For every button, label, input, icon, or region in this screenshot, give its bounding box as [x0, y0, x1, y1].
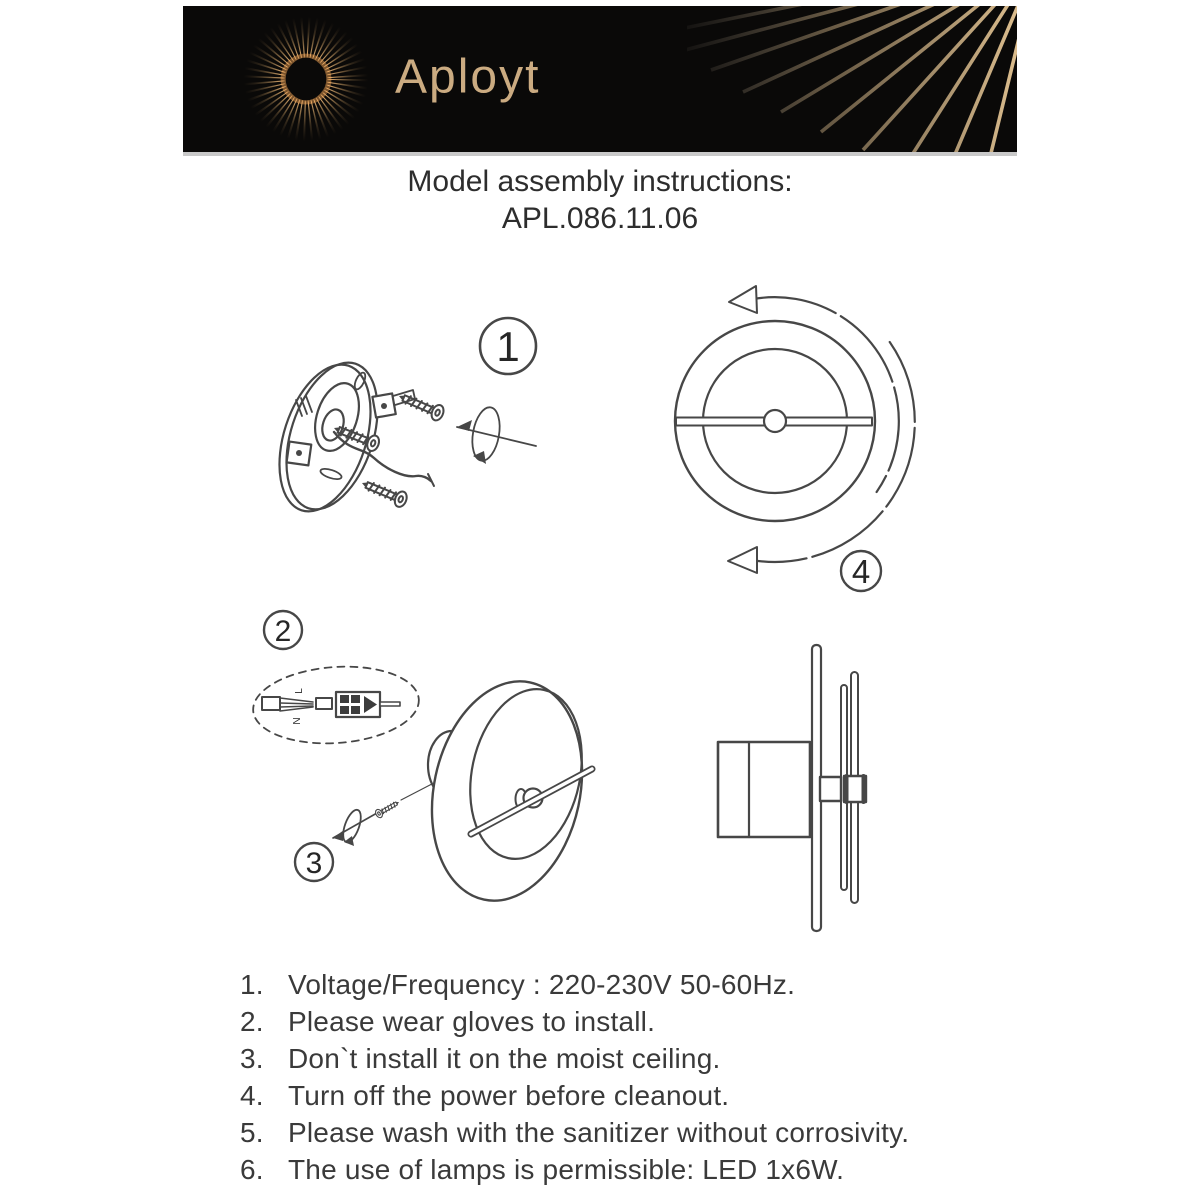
rays-decoration-icon [687, 6, 1017, 152]
instruction-text: Voltage/Frequency : 220-230V 50-60Hz. [288, 969, 796, 1000]
wire-label-neutral: N [292, 717, 303, 725]
screw-icon [374, 798, 401, 819]
instruction-text: Turn off the power before cleanout. [288, 1080, 730, 1111]
brand-header [183, 6, 1017, 156]
step3-number: 3 [305, 847, 323, 880]
step2-wiring-diagram [251, 611, 422, 749]
instruction-number: 5. [240, 1117, 264, 1148]
instruction-number: 4. [240, 1080, 264, 1111]
instruction-text: Please wash with the sanitizer without corrosivity. [288, 1117, 910, 1148]
assembly-diagram [180, 250, 1020, 970]
twist-arrow-icon [457, 405, 536, 464]
wire-label-live: L [294, 688, 305, 694]
instruction-text: Don`t install it on the moist ceiling. [288, 1043, 721, 1074]
instruction-list [240, 970, 1030, 1192]
starburst-logo-icon [241, 14, 371, 144]
instruction-number: 2. [240, 1006, 264, 1037]
instruction-number: 3. [240, 1043, 264, 1074]
instruction-item [240, 1007, 1030, 1036]
instruction-text: The use of lamps is permissible: LED 1x6W. [288, 1154, 845, 1185]
instruction-number: 1. [240, 969, 264, 1000]
instruction-item [240, 970, 1030, 999]
twist-arrow-icon [333, 808, 377, 846]
instruction-item [240, 1155, 1030, 1184]
instruction-text: Please wear gloves to install. [288, 1006, 656, 1037]
step2-number: 2 [274, 615, 292, 648]
step4-number: 4 [851, 553, 871, 590]
instruction-item [240, 1044, 1030, 1073]
page-title: Model assembly instructions: [407, 165, 793, 198]
title-block [0, 163, 1200, 237]
instruction-item [240, 1118, 1030, 1147]
screw-icon [359, 476, 409, 509]
side-view-diagram [718, 645, 866, 931]
step4-rotation-diagram [675, 286, 915, 591]
instruction-number: 6. [240, 1154, 264, 1185]
instruction-item [240, 1081, 1030, 1110]
model-number: APL.086.11.06 [501, 202, 699, 235]
step1-mounting-plate-diagram [263, 318, 536, 523]
step1-number: 1 [496, 323, 520, 370]
brand-wordmark: Aployt [395, 50, 541, 104]
